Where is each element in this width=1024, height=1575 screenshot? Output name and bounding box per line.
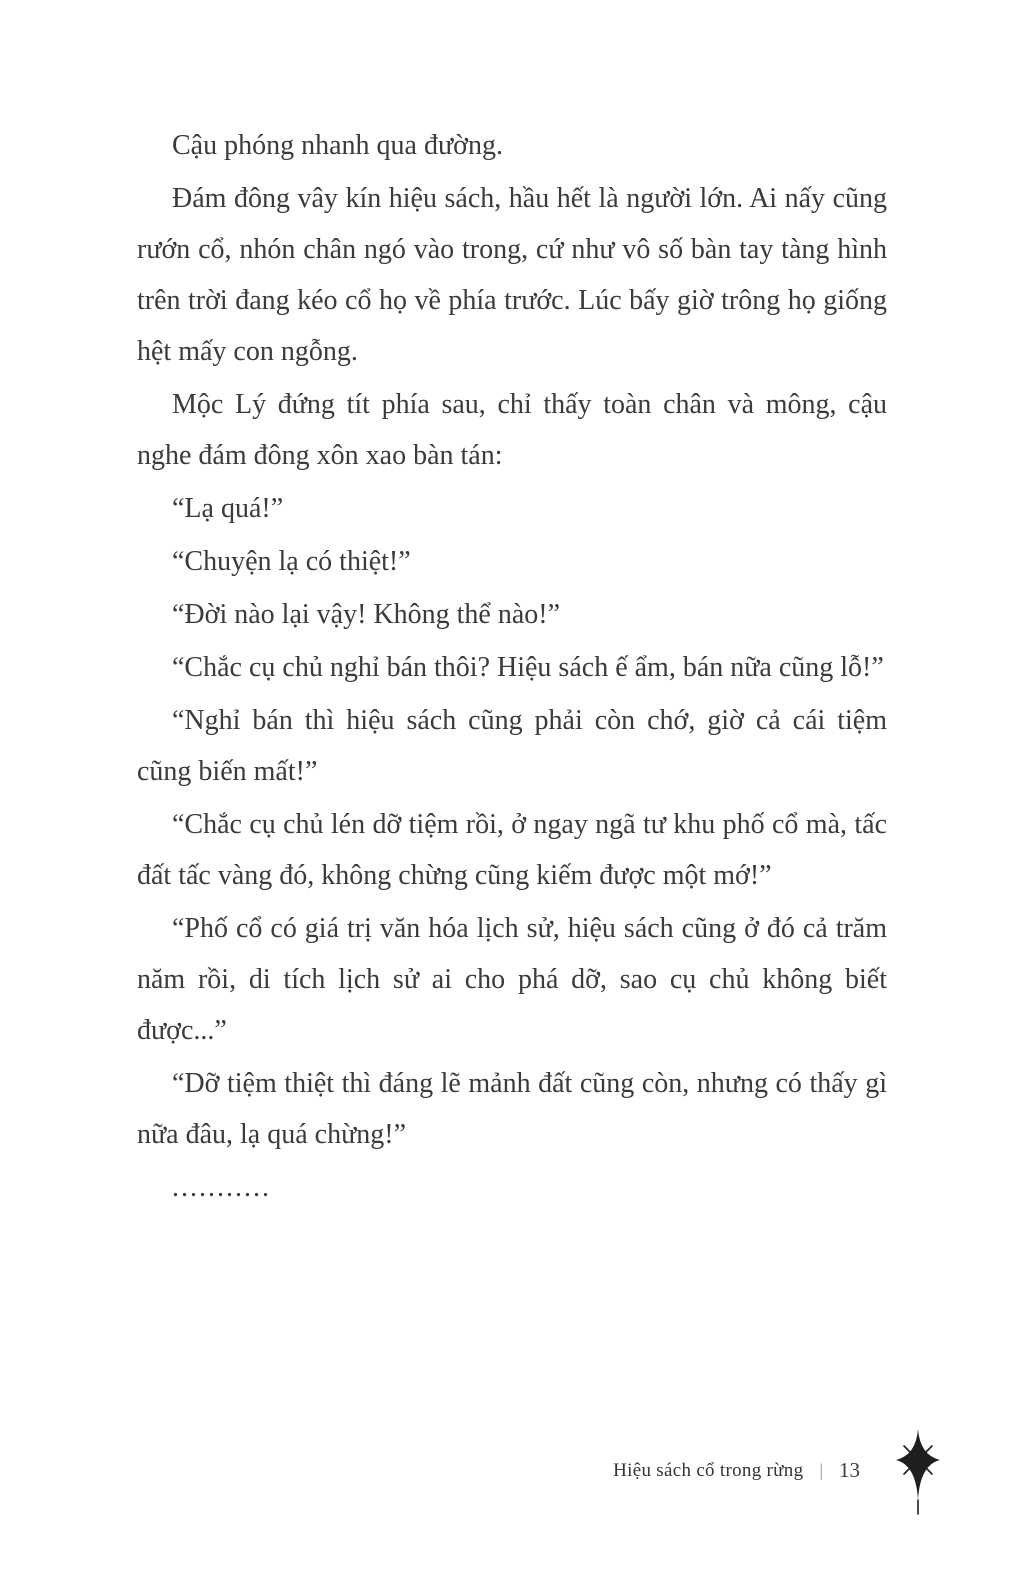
paragraph: Cậu phóng nhanh qua đường. xyxy=(172,130,503,161)
page-number: 13 xyxy=(839,1458,860,1482)
running-footer-title: Hiệu sách cổ trong rừng xyxy=(613,1459,804,1481)
paragraph-dialogue: “Chuyện lạ có thiệt!” xyxy=(172,546,411,577)
paragraph: Đám đông vây kín hiệu sách, hầu hết là người lớn. Ai nấy cũng rướn cổ, nhón chân ngó vào trong, cứ như vô số bàn tay tàng hình trên trời đang kéo cổ họ về phía trước. Lúc bấy giờ trông họ giống hệt mấy con ngỗng. xyxy=(137,183,887,367)
paragraph-dialogue: “Chắc cụ chủ lén dỡ tiệm rồi, ở ngay ngã tư khu phố cổ mà, tấc đất tấc vàng đó, không chừng cũng kiếm được một mớ!” xyxy=(137,809,887,891)
page-text xyxy=(137,120,887,1215)
sparkle-icon xyxy=(894,1428,942,1518)
paragraph-dialogue: “Phố cổ có giá trị văn hóa lịch sử, hiệu sách cũng ở đó cả trăm năm rồi, di tích lịch sử ai cho phá dỡ, sao cụ chủ không biết được...” xyxy=(137,913,887,1046)
page-footer xyxy=(613,1458,860,1483)
footer-separator: | xyxy=(819,1460,823,1480)
paragraph-dialogue: “Chắc cụ chủ nghỉ bán thôi? Hiệu sách ế ẩm, bán nữa cũng lỗ!” xyxy=(172,652,884,683)
paragraph-dialogue: “Đời nào lại vậy! Không thể nào!” xyxy=(172,599,561,630)
ellipsis-line: ........... xyxy=(172,1172,271,1203)
paragraph: Mộc Lý đứng tít phía sau, chỉ thấy toàn chân và mông, cậu nghe đám đông xôn xao bàn tán: xyxy=(137,389,887,471)
paragraph-dialogue: “Nghỉ bán thì hiệu sách cũng phải còn chớ, giờ cả cái tiệm cũng biến mất!” xyxy=(137,705,887,787)
paragraph-dialogue: “Dỡ tiệm thiệt thì đáng lẽ mảnh đất cũng còn, nhưng có thấy gì nữa đâu, lạ quá chừng!” xyxy=(137,1068,887,1150)
paragraph-dialogue: “Lạ quá!” xyxy=(172,493,284,524)
